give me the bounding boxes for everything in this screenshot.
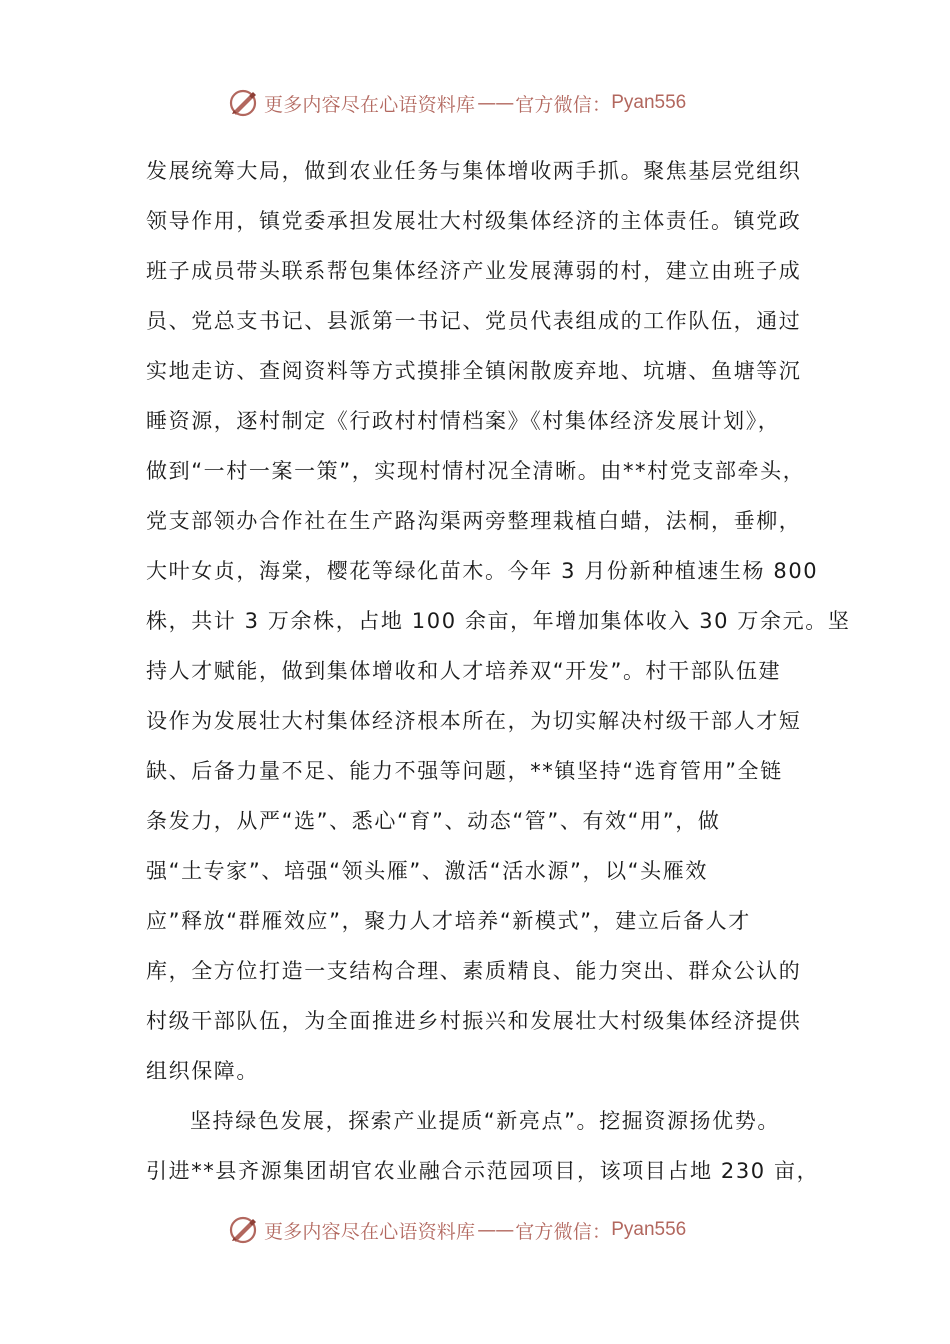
- header-watermark: [228, 86, 686, 120]
- text-line: 条发力，从严“选”、悉心“育”、动态“管”、有效“用”，做: [146, 809, 721, 833]
- text-line: 株，共计 3 万余株，占地 100 余亩，年增加集体收入 30 万余元。坚: [146, 609, 851, 633]
- watermark-text: 更多内容尽在心语资料库: [264, 1220, 476, 1243]
- text-line: 库，全方位打造一支结构合理、素质精良、能力突出、群众公认的: [146, 959, 802, 983]
- text-line: 设作为发展壮大村集体经济根本所在，为切实解决村级干部人才短: [146, 709, 802, 733]
- watermark-contact-id: Pyan556: [611, 92, 687, 113]
- text-line: 组织保障。: [146, 1059, 259, 1083]
- text-line: 班子成员带头联系帮包集体经济产业发展薄弱的村，建立由班子成: [146, 259, 802, 283]
- text-line: 做到“一村一案一策”，实现村情村况全清晰。由**村党支部牵头，: [146, 459, 806, 483]
- text-line: 持人才赋能，做到集体增收和人才培养双“开发”。村干部队伍建: [146, 659, 782, 683]
- text-line: 发展统筹大局，做到农业任务与集体增收两手抓。聚焦基层党组织: [146, 159, 802, 183]
- text-line: 村级干部队伍，为全面推进乡村振兴和发展壮大村级集体经济提供: [146, 1009, 802, 1033]
- text-line: 实地走访、查阅资料等方式摸排全镇闲散废弃地、坑塘、鱼塘等沉: [146, 359, 802, 383]
- paragraph-start-line: 坚持绿色发展，探索产业提质“新亮点”。挖掘资源扬优势。: [190, 1109, 780, 1133]
- document-body: [146, 146, 851, 1196]
- text-line: 党支部领办合作社在生产路沟渠两旁整理栽植白蜡，法桐，垂柳，: [146, 509, 802, 533]
- text-line: 强“土专家”、培强“领头雁”、激活“活水源”，以“头雁效: [146, 859, 708, 883]
- pen-logo-icon: [228, 1215, 258, 1245]
- text-line: 应”释放“群雁效应”，聚力人才培养“新模式”，建立后备人才: [146, 909, 751, 933]
- text-line: 缺、后备力量不足、能力不强等问题，**镇坚持“选育管用”全链: [146, 759, 783, 783]
- footer-watermark: [228, 1213, 686, 1247]
- pen-logo-icon: [228, 88, 258, 118]
- text-line: 引进**县齐源集团胡官农业融合示范园项目，该项目占地 230 亩，: [146, 1159, 820, 1183]
- watermark-contact-id: Pyan556: [611, 1219, 687, 1240]
- watermark-separator: ——: [477, 92, 514, 114]
- text-line: 员、党总支书记、县派第一书记、党员代表组成的工作队伍，通过: [146, 309, 802, 333]
- text-line: 领导作用，镇党委承担发展壮大村级集体经济的主体责任。镇党政: [146, 209, 802, 233]
- watermark-separator: ——: [477, 1219, 514, 1241]
- text-line: 睡资源，逐村制定《行政村村情档案》《村集体经济发展计划》，: [146, 409, 781, 433]
- text-line: 大叶女贞，海棠，樱花等绿化苗木。今年 3 月份新种植速生杨 800: [146, 559, 819, 583]
- watermark-contact-label: 官方微信：: [515, 1220, 612, 1243]
- watermark-text: 更多内容尽在心语资料库: [264, 93, 476, 116]
- watermark-contact-label: 官方微信：: [515, 93, 612, 116]
